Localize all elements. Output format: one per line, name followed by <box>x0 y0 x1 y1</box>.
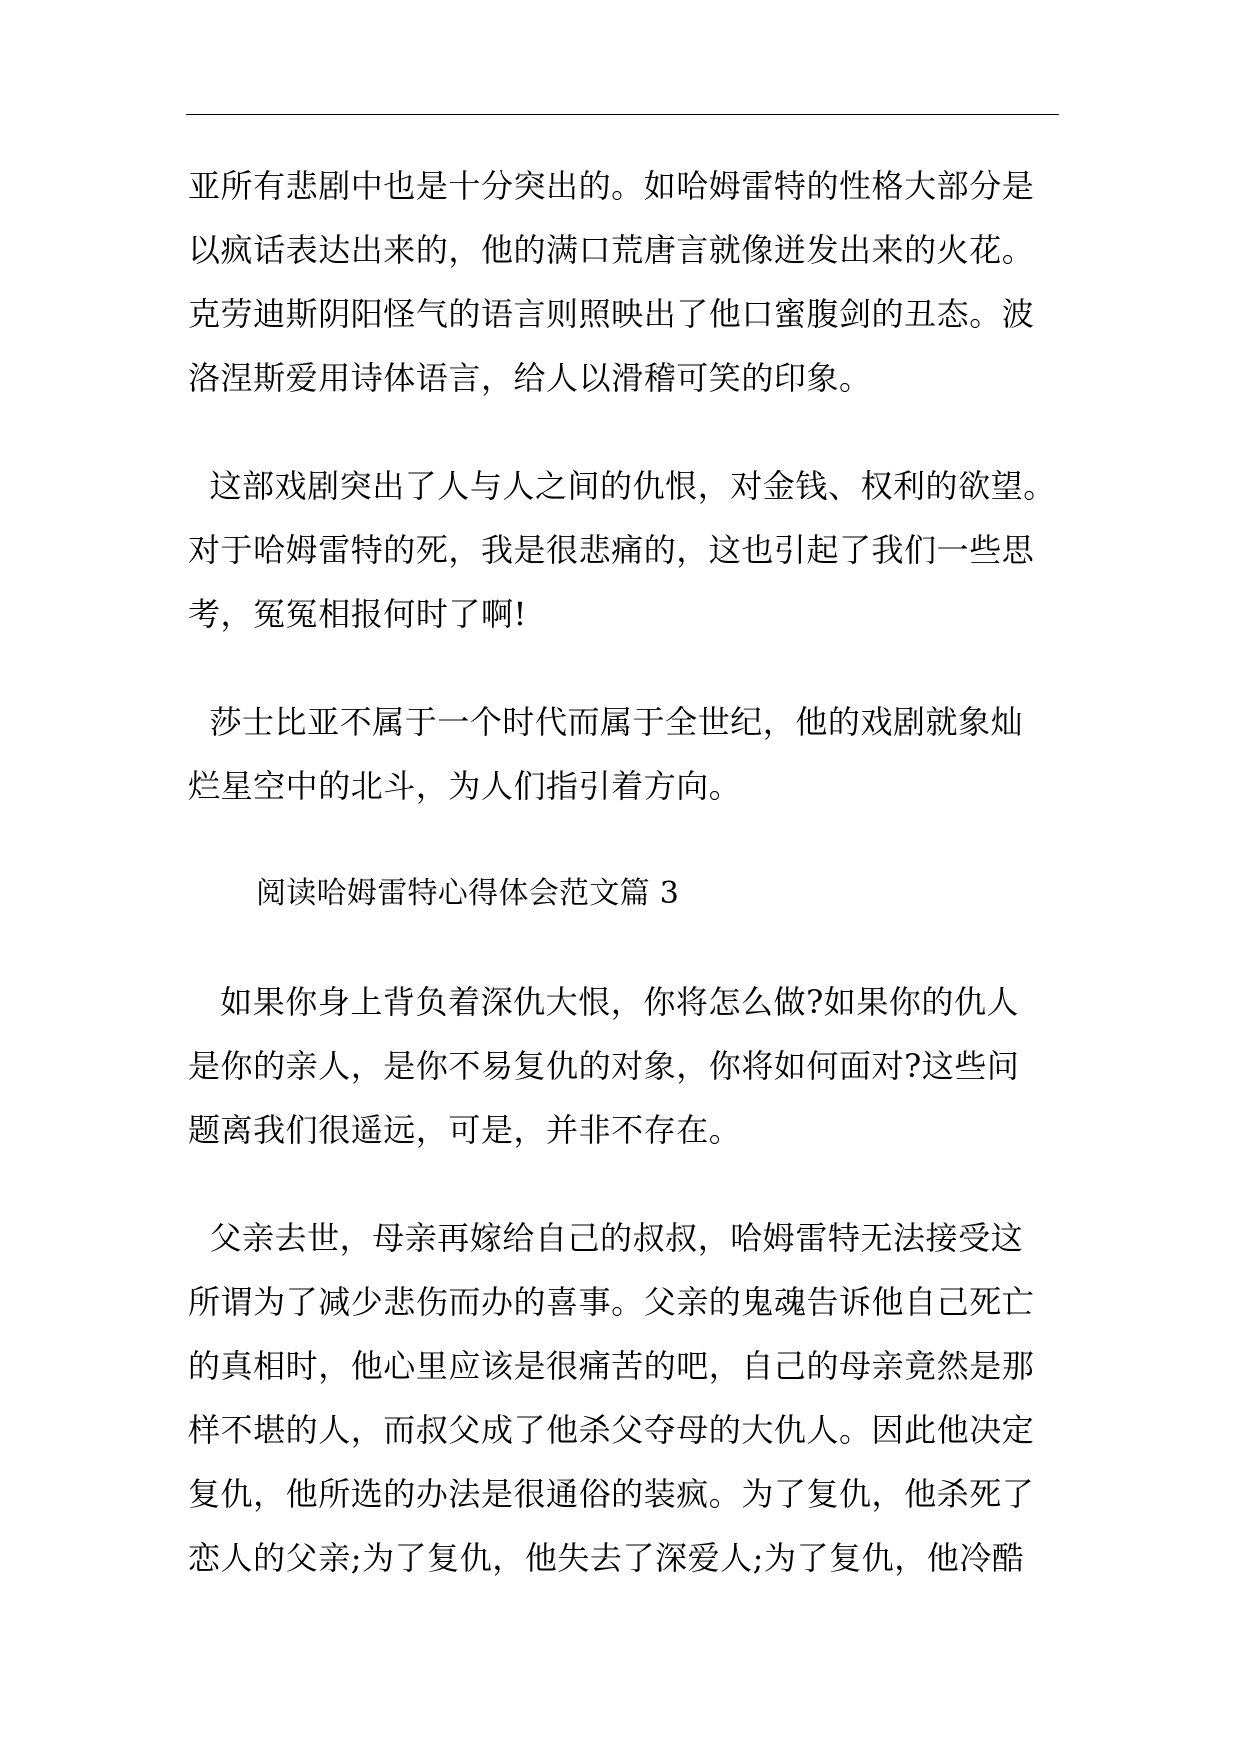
text-line: 是你的亲人，是你不易复仇的对象，你将如何面对?这些问 <box>188 1047 1020 1085</box>
text-line: 克劳迪斯阴阳怪气的语言则照映出了他口蜜腹剑的丑态。波 <box>188 295 1035 333</box>
section-heading: 阅读哈姆雷特心得体会范文篇 3 <box>256 876 680 911</box>
text-line: 题离我们很遥远，可是，并非不存在。 <box>188 1111 742 1149</box>
text-line: 复仇，他所选的办法是很通俗的装疯。为了复仇，他杀死了 <box>188 1475 1035 1513</box>
text-line: 的真相时，他心里应该是很痛苦的吧，自己的母亲竟然是那 <box>188 1347 1035 1385</box>
text-line: 对于哈姆雷特的死，我是很悲痛的，这也引起了我们一些思 <box>188 531 1035 569</box>
text-line: 样不堪的人，而叔父成了他杀父夺母的大仇人。因此他决定 <box>188 1411 1035 1449</box>
text-line: 恋人的父亲;为了复仇，他失去了深爱人;为了复仇，他冷酷 <box>188 1539 1025 1577</box>
text-line: 以疯话表达出来的，他的满口荒唐言就像迸发出来的火花。 <box>188 231 1035 269</box>
text-line: 这部戏剧突出了人与人之间的仇恨，对金钱、权利的欲望。 <box>188 467 1056 505</box>
text-line: 莎士比亚不属于一个时代而属于全世纪，他的戏剧就象灿 <box>188 703 1024 741</box>
text-line: 考，冤冤相报何时了啊! <box>188 595 527 633</box>
text-line: 父亲去世，母亲再嫁给自己的叔叔，哈姆雷特无法接受这 <box>188 1219 1024 1257</box>
text-line: 洛涅斯爱用诗体语言，给人以滑稽可笑的印象。 <box>188 359 872 397</box>
text-line: 亚所有悲剧中也是十分突出的。如哈姆雷特的性格大部分是 <box>188 167 1035 205</box>
text-line: 烂星空中的北斗，为人们指引着方向。 <box>188 767 742 805</box>
text-line: 如果你身上背负着深仇大恨，你将怎么做?如果你的仇人 <box>188 983 1020 1021</box>
text-line: 所谓为了减少悲伤而办的喜事。父亲的鬼魂告诉他自己死亡 <box>188 1283 1035 1321</box>
